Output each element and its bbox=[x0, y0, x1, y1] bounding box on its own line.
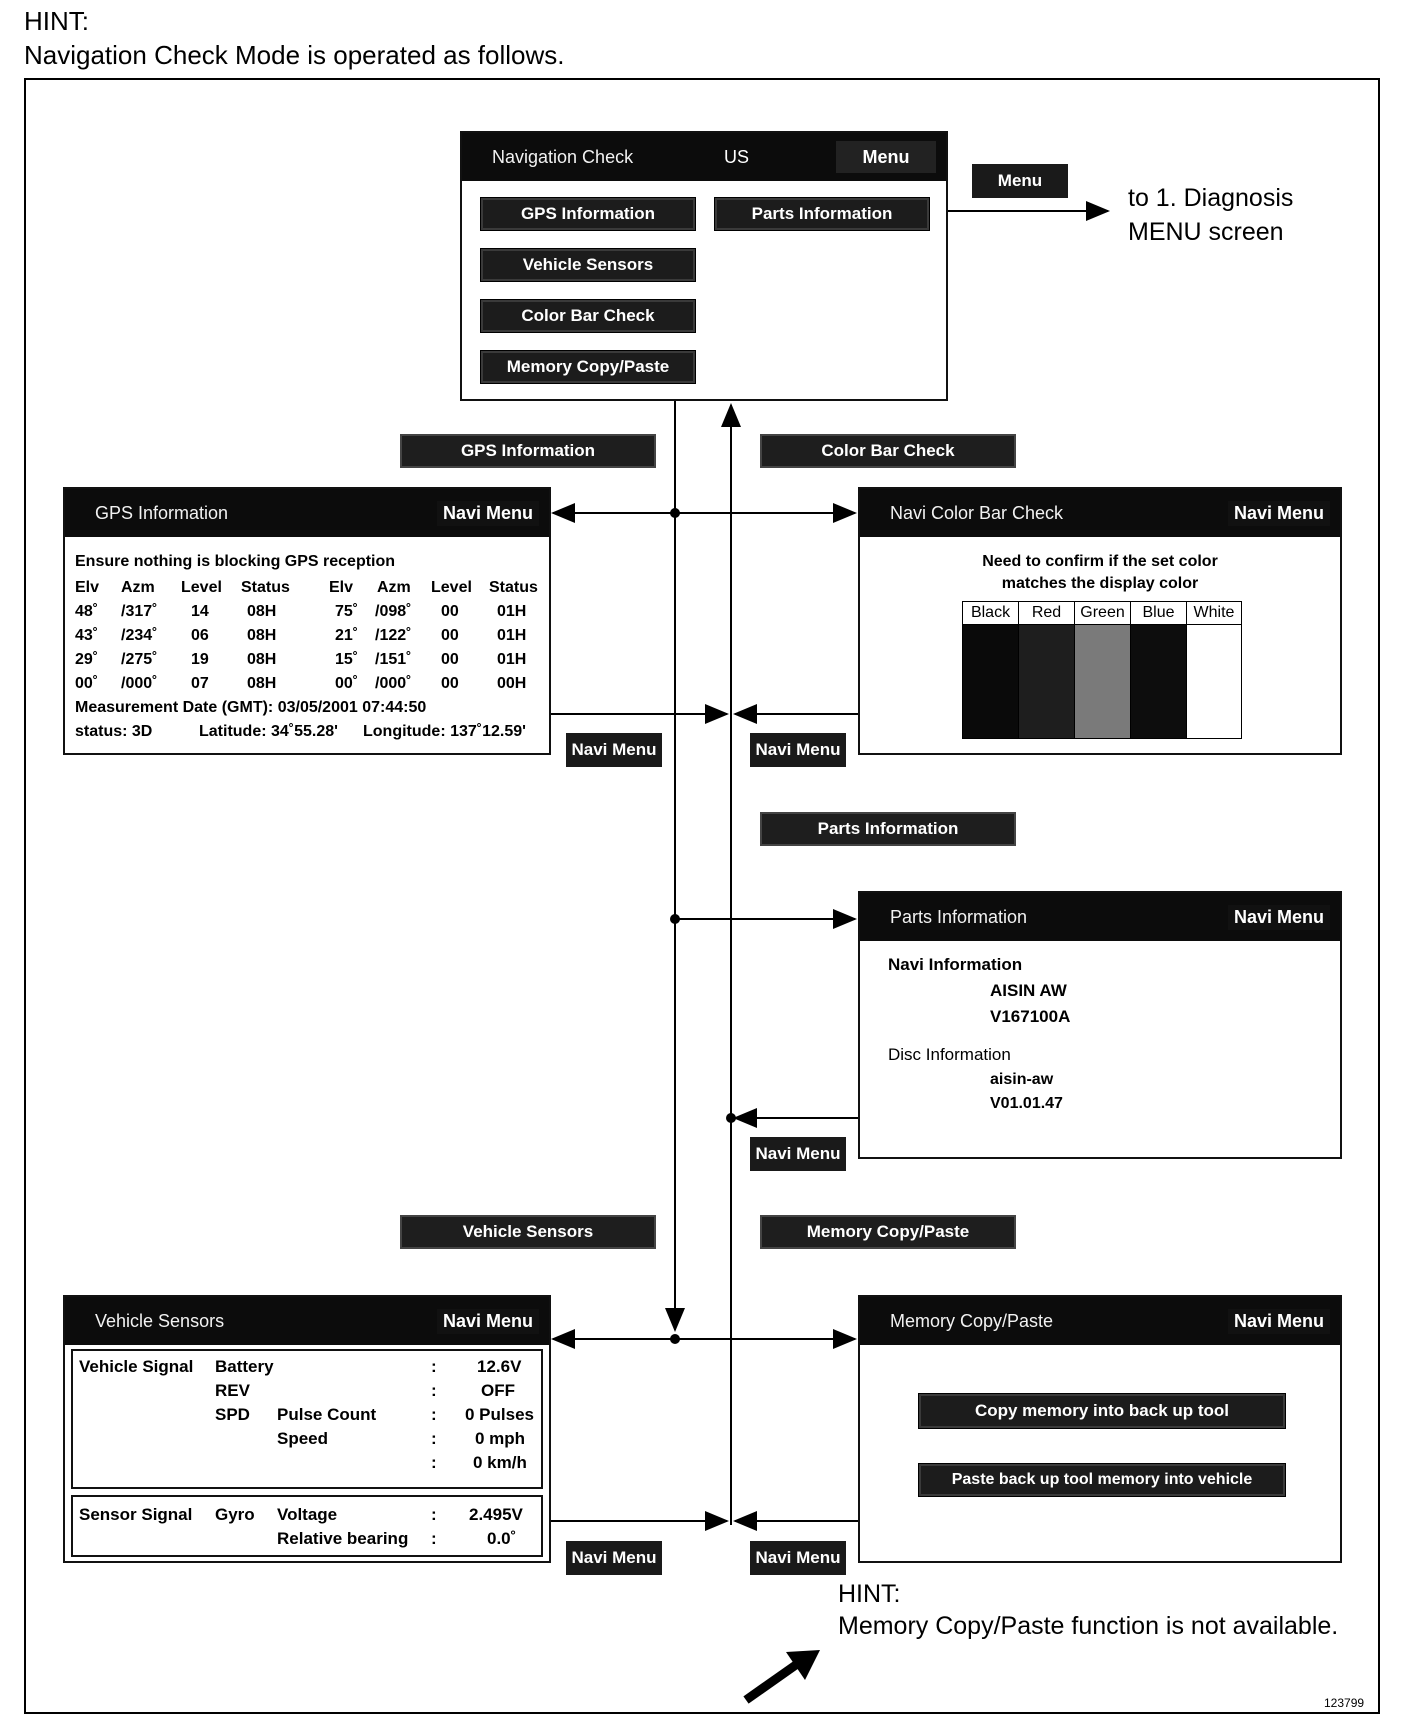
screen-title: Navi Color Bar Check bbox=[890, 503, 1064, 523]
color-notice-line2: matches the display color bbox=[1001, 575, 1199, 592]
table-cell: 43˚ bbox=[75, 627, 99, 644]
rev-label: REV bbox=[215, 1381, 250, 1400]
color-swatch bbox=[963, 625, 1018, 738]
diagnosis-text-line1: to 1. Diagnosis bbox=[1128, 184, 1294, 212]
screen-title: GPS Information bbox=[95, 503, 229, 523]
navi-information-label: Navi Information bbox=[888, 955, 1023, 974]
table-cell: 01H bbox=[497, 627, 527, 644]
pointer-arrow-icon bbox=[746, 1650, 820, 1700]
navigation-check-screen bbox=[460, 131, 948, 401]
rev-value: OFF bbox=[481, 1381, 515, 1400]
colon: : bbox=[431, 1505, 437, 1524]
color-column-black bbox=[963, 602, 1019, 738]
colon: : bbox=[431, 1429, 437, 1448]
navi-maker: AISIN AW bbox=[990, 981, 1067, 1000]
vehicle-signal-box bbox=[71, 1349, 543, 1489]
table-cell: 00 bbox=[441, 603, 459, 620]
table-cell: 01H bbox=[497, 603, 527, 620]
colon: : bbox=[431, 1357, 437, 1376]
table-cell: 08H bbox=[247, 603, 277, 620]
color-name: Red bbox=[1019, 602, 1074, 625]
table-cell: 07 bbox=[191, 675, 209, 692]
table-cell: /000˚ bbox=[121, 675, 158, 692]
hint-text: Memory Copy/Paste function is not available. bbox=[838, 1612, 1339, 1640]
table-header: Level bbox=[431, 579, 472, 596]
colon: : bbox=[431, 1381, 437, 1400]
sensor-signal-box bbox=[71, 1495, 543, 1557]
vehicle-sensors-label: Vehicle Sensors bbox=[400, 1215, 656, 1249]
color-column-red bbox=[1019, 602, 1075, 738]
navi-menu-button[interactable]: Navi Menu bbox=[1228, 905, 1330, 930]
relative-bearing-label: Relative bearing bbox=[277, 1529, 409, 1548]
color-bar-check-label: Color Bar Check bbox=[760, 434, 1016, 468]
gps-status: status: 3D bbox=[75, 723, 153, 740]
table-cell: /098˚ bbox=[375, 603, 412, 620]
gps-notice: Ensure nothing is blocking GPS reception bbox=[75, 553, 396, 570]
screen-title: Parts Information bbox=[890, 907, 1028, 927]
region-label: US bbox=[724, 147, 750, 167]
table-cell: 00H bbox=[497, 675, 527, 692]
gps-information-label: GPS Information bbox=[400, 434, 656, 468]
gyro-label: Gyro bbox=[215, 1505, 255, 1524]
table-cell: 75˚ bbox=[335, 603, 359, 620]
gps-latitude: Latitude: 34˚55.28' bbox=[199, 723, 338, 740]
disc-information-label: Disc Information bbox=[888, 1045, 1011, 1064]
speed-kmh-value: 0 km/h bbox=[473, 1453, 527, 1472]
color-column-white bbox=[1187, 602, 1241, 738]
table-cell: /151˚ bbox=[375, 651, 412, 668]
table-header: Azm bbox=[377, 579, 411, 596]
navi-menu-label: Navi Menu bbox=[566, 1541, 662, 1575]
table-header: Elv bbox=[75, 579, 100, 596]
disc-version: V01.01.47 bbox=[990, 1095, 1063, 1112]
color-bar-table bbox=[962, 601, 1242, 739]
vehicle-sensors-screen bbox=[63, 1295, 551, 1563]
table-header: Elv bbox=[329, 579, 354, 596]
table-cell: 01H bbox=[497, 651, 527, 668]
parts-information-label: Parts Information bbox=[760, 812, 1016, 846]
table-cell: 21˚ bbox=[335, 627, 359, 644]
color-swatch bbox=[1075, 625, 1130, 738]
table-cell: /122˚ bbox=[375, 627, 412, 644]
pulse-count-value: 0 Pulses bbox=[465, 1405, 534, 1424]
gps-longitude: Longitude: 137˚12.59' bbox=[363, 723, 526, 740]
screen-title: Vehicle Sensors bbox=[95, 1311, 225, 1331]
table-cell: 08H bbox=[247, 651, 277, 668]
menu-label: Menu bbox=[972, 164, 1068, 198]
copy-memory-button[interactable]: Copy memory into back up tool bbox=[918, 1393, 1286, 1429]
navi-menu-button[interactable]: Navi Menu bbox=[437, 1309, 539, 1334]
colon: : bbox=[431, 1405, 437, 1424]
memory-copy-paste-button[interactable]: Memory Copy/Paste bbox=[480, 350, 696, 384]
gps-information-screen bbox=[63, 487, 551, 755]
color-name: Blue bbox=[1131, 602, 1186, 625]
paste-memory-button[interactable]: Paste back up tool memory into vehicle bbox=[918, 1463, 1286, 1497]
table-cell: 08H bbox=[247, 627, 277, 644]
color-column-blue bbox=[1131, 602, 1187, 738]
color-bar-check-button[interactable]: Color Bar Check bbox=[480, 299, 696, 333]
navi-menu-label: Navi Menu bbox=[750, 1541, 846, 1575]
screen-header bbox=[65, 1297, 549, 1345]
color-swatch bbox=[1187, 625, 1241, 738]
spd-label: SPD bbox=[215, 1405, 250, 1424]
gps-information-button[interactable]: GPS Information bbox=[480, 197, 696, 231]
hint-text: Navigation Check Mode is operated as follows. bbox=[24, 40, 565, 70]
vehicle-signal-label: Vehicle Signal bbox=[79, 1357, 194, 1376]
navi-menu-label: Navi Menu bbox=[750, 733, 846, 767]
gps-table bbox=[75, 553, 545, 753]
hint-title: HINT: bbox=[838, 1580, 901, 1608]
bearing-value: 0.0˚ bbox=[487, 1529, 517, 1548]
battery-label: Battery bbox=[215, 1357, 274, 1376]
parts-information-screen bbox=[858, 891, 1342, 1159]
voltage-value: 2.495V bbox=[469, 1505, 523, 1524]
navi-version: V167100A bbox=[990, 1007, 1071, 1026]
table-cell: /000˚ bbox=[375, 675, 412, 692]
navi-menu-button[interactable]: Navi Menu bbox=[437, 501, 539, 526]
table-cell: 08H bbox=[247, 675, 277, 692]
colon: : bbox=[431, 1529, 437, 1548]
table-cell: /234˚ bbox=[121, 627, 158, 644]
screen-header bbox=[462, 133, 946, 181]
color-name: Green bbox=[1075, 602, 1130, 625]
color-name: Black bbox=[963, 602, 1018, 625]
screen-title: Navigation Check bbox=[492, 147, 634, 167]
table-cell: 00 bbox=[441, 627, 459, 644]
hint-title: HINT: bbox=[24, 6, 89, 36]
screen-title: Memory Copy/Paste bbox=[890, 1311, 1054, 1331]
screen-header bbox=[65, 489, 549, 537]
table-cell: 00 bbox=[441, 675, 459, 692]
table-cell: 06 bbox=[191, 627, 209, 644]
colon: : bbox=[431, 1453, 437, 1472]
color-swatch bbox=[1131, 625, 1186, 738]
table-cell: 29˚ bbox=[75, 651, 99, 668]
screen-header bbox=[860, 893, 1340, 941]
diagnosis-text-line2: MENU screen bbox=[1128, 218, 1284, 246]
table-cell: 00˚ bbox=[335, 675, 359, 692]
disc-maker: aisin-aw bbox=[990, 1071, 1054, 1088]
figure-number: 123799 bbox=[1324, 1696, 1365, 1710]
navi-menu-label: Navi Menu bbox=[750, 1137, 846, 1171]
table-cell: /317˚ bbox=[121, 603, 158, 620]
table-cell: 48˚ bbox=[75, 603, 99, 620]
table-header: Status bbox=[489, 579, 538, 596]
color-notice-line1: Need to confirm if the set color bbox=[982, 553, 1218, 570]
parts-information-button[interactable]: Parts Information bbox=[714, 197, 930, 231]
table-cell: 15˚ bbox=[335, 651, 359, 668]
table-header: Azm bbox=[121, 579, 155, 596]
color-swatch bbox=[1019, 625, 1074, 738]
sensor-signal-label: Sensor Signal bbox=[79, 1505, 193, 1524]
table-cell: 14 bbox=[191, 603, 209, 620]
table-header: Status bbox=[241, 579, 290, 596]
table-cell: /275˚ bbox=[121, 651, 158, 668]
navi-menu-button[interactable]: Navi Menu bbox=[1228, 501, 1330, 526]
color-bar-check-screen bbox=[858, 487, 1342, 755]
table-header: Level bbox=[181, 579, 222, 596]
table-cell: 00 bbox=[441, 651, 459, 668]
table-cell: 19 bbox=[191, 651, 209, 668]
navi-menu-label: Navi Menu bbox=[566, 733, 662, 767]
speed-mph-value: 0 mph bbox=[475, 1429, 526, 1448]
screen-header bbox=[860, 1297, 1340, 1345]
measurement-date: Measurement Date (GMT): 03/05/2001 07:44:50 bbox=[75, 699, 427, 716]
navi-menu-button[interactable]: Navi Menu bbox=[1228, 1309, 1330, 1334]
table-cell: 00˚ bbox=[75, 675, 99, 692]
speed-label: Speed bbox=[277, 1429, 329, 1448]
battery-value: 12.6V bbox=[477, 1357, 522, 1376]
color-column-green bbox=[1075, 602, 1131, 738]
pulse-count-label: Pulse Count bbox=[277, 1405, 377, 1424]
memory-copy-paste-label: Memory Copy/Paste bbox=[760, 1215, 1016, 1249]
vehicle-sensors-button[interactable]: Vehicle Sensors bbox=[480, 248, 696, 282]
memory-copy-paste-screen bbox=[858, 1295, 1342, 1563]
screen-header bbox=[860, 489, 1340, 537]
color-name: White bbox=[1187, 602, 1241, 625]
menu-button[interactable]: Menu bbox=[836, 141, 936, 173]
voltage-label: Voltage bbox=[277, 1505, 338, 1524]
